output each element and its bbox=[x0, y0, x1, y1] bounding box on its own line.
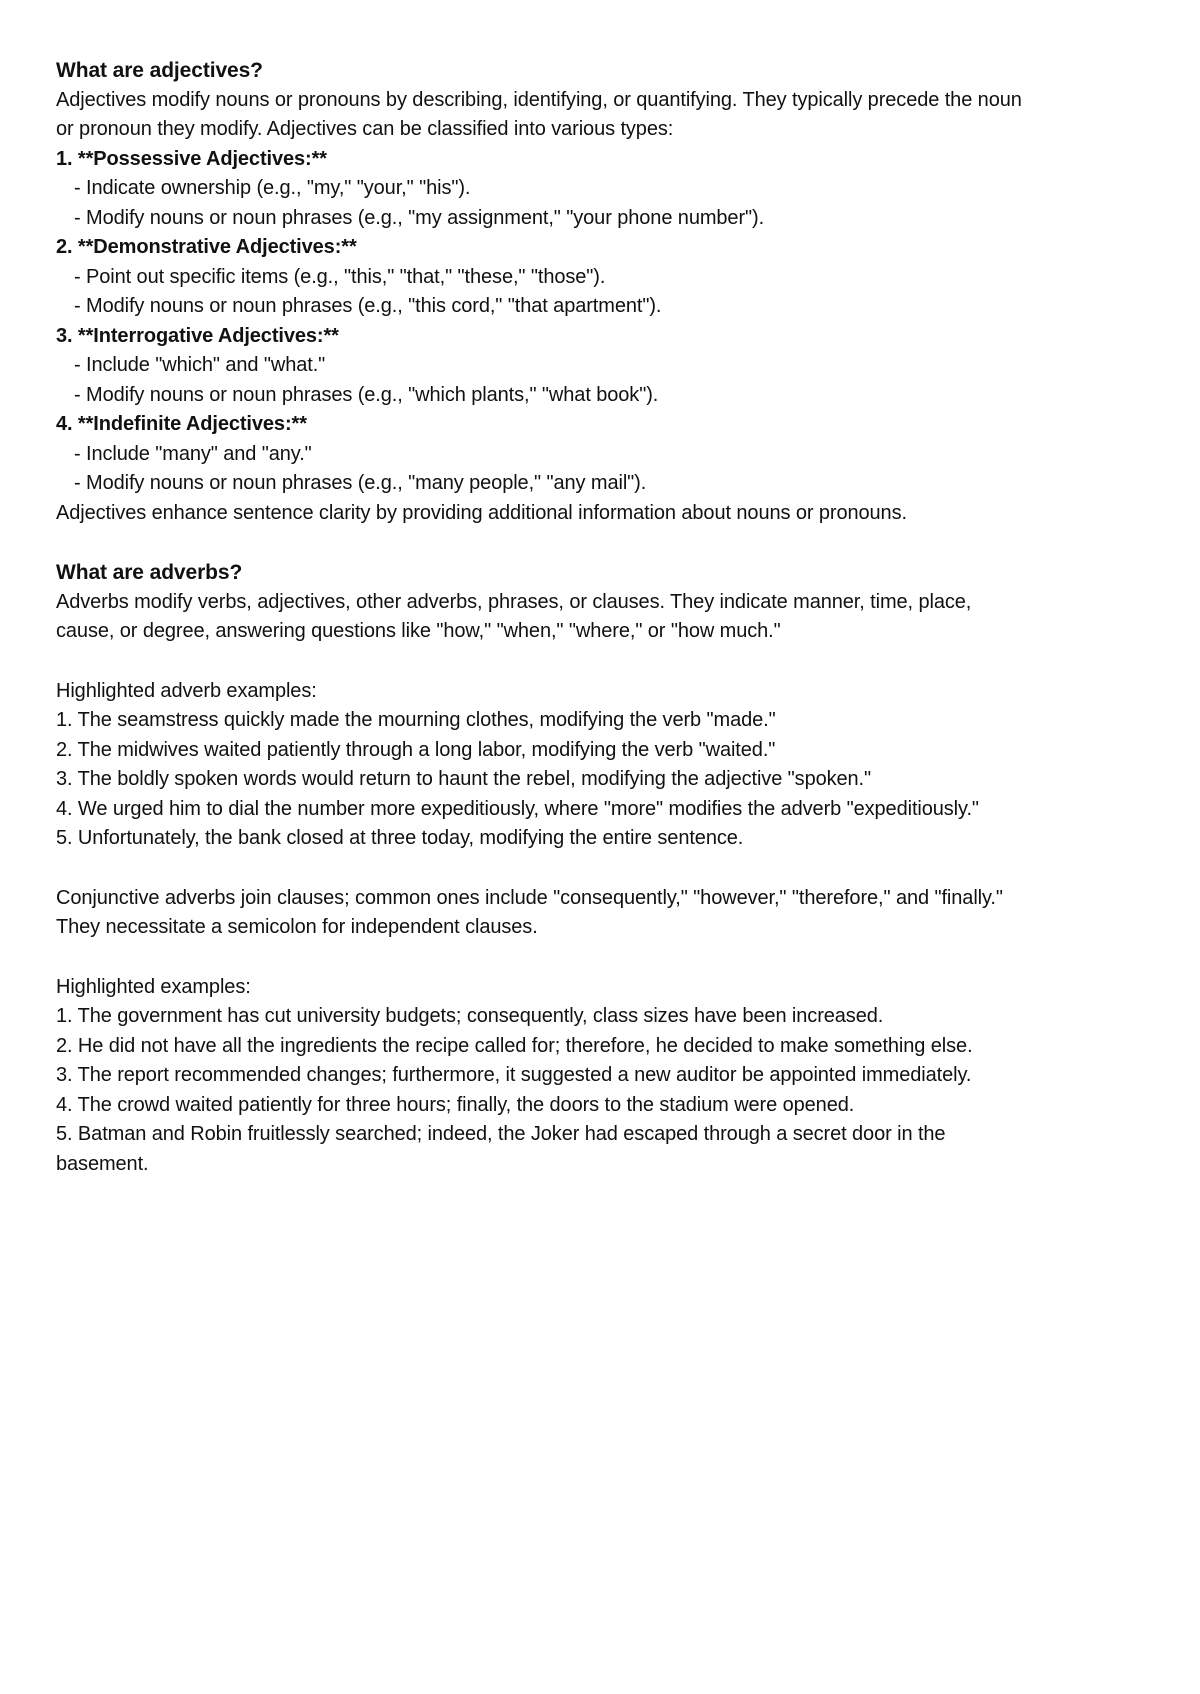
adverb-example: 5. Unfortunately, the bank closed at three today, modifying the entire sentence. bbox=[56, 827, 744, 849]
adjective-type-title: 2. **Demonstrative Adjectives:** bbox=[56, 236, 357, 258]
conjunctive-example: 1. The government has cut university budgets; consequently, class sizes have been increased. bbox=[56, 1005, 884, 1027]
adverb-examples-label: Highlighted adverb examples: bbox=[56, 679, 317, 702]
adverb-example: 1. The seamstress quickly made the mourning clothes, modifying the verb "made." bbox=[56, 709, 776, 731]
adverb-example: 2. The midwives waited patiently through a long labor, modifying the verb "waited." bbox=[56, 738, 776, 761]
paragraph-gap bbox=[56, 854, 1156, 884]
adverb-example: 3. The boldly spoken words would return to haunt the rebel, modifying the adjective "spoken." bbox=[56, 768, 872, 790]
adjectives-intro-line: or pronoun they modify. Adjectives can be classified into various types: bbox=[56, 118, 674, 140]
adjective-type-title: 4. **Indefinite Adjectives:** bbox=[56, 413, 307, 435]
adjective-type-point: - Point out specific items (e.g., "this," "that," "these," "those"). bbox=[74, 265, 606, 288]
adjectives-heading: What are adjectives? bbox=[56, 59, 263, 82]
adverbs-heading: What are adverbs? bbox=[56, 561, 243, 584]
paragraph-gap bbox=[56, 647, 1156, 677]
adverb-example: 4. We urged him to dial the number more expeditiously, where "more" modifies the adverb "expeditiously." bbox=[56, 797, 979, 820]
adjective-type-point: - Include "which" and "what." bbox=[74, 354, 326, 376]
adjective-type-point: - Modify nouns or noun phrases (e.g., "this cord," "that apartment"). bbox=[74, 295, 662, 317]
conjunctive-examples-label: Highlighted examples: bbox=[56, 975, 251, 998]
adjective-type-point: - Modify nouns or noun phrases (e.g., "my assignment," "your phone number"). bbox=[74, 206, 765, 229]
adjective-type-point: - Modify nouns or noun phrases (e.g., "which plants," "what book"). bbox=[74, 383, 659, 406]
paragraph-gap bbox=[56, 943, 1156, 973]
adverbs-intro-line: Adverbs modify verbs, adjectives, other adverbs, phrases, or clauses. They indicate manner, time, place, bbox=[56, 590, 972, 613]
adjective-type-title: 3. **Interrogative Adjectives:** bbox=[56, 324, 339, 347]
conjunctive-adverbs-text: Conjunctive adverbs join clauses; common ones include "consequently," "however," "therefore," and "finally." bbox=[56, 886, 1003, 909]
conjunctive-example: 5. Batman and Robin fruitlessly searched; indeed, the Joker had escaped through a secret door in the bbox=[56, 1123, 946, 1145]
document-page bbox=[56, 56, 1156, 1179]
adverbs-intro-line: cause, or degree, answering questions like "how," "when," "where," or "how much." bbox=[56, 620, 781, 642]
adjectives-intro-line: Adjectives modify nouns or pronouns by describing, identifying, or quantifying. They typically precede the noun bbox=[56, 88, 1022, 111]
conjunctive-example: 2. He did not have all the ingredients the recipe called for; therefore, he decided to make something else. bbox=[56, 1034, 973, 1057]
conjunctive-example: basement. bbox=[56, 1152, 149, 1175]
adjective-type-title: 1. **Possessive Adjectives:** bbox=[56, 147, 327, 170]
adjective-type-point: - Include "many" and "any." bbox=[74, 442, 312, 465]
paragraph-gap bbox=[56, 528, 1156, 558]
adjective-type-point: - Indicate ownership (e.g., "my," "your," "his"). bbox=[74, 177, 471, 199]
conjunctive-adverbs-text: They necessitate a semicolon for independent clauses. bbox=[56, 916, 538, 938]
adjectives-closing: Adjectives enhance sentence clarity by providing additional information about nouns or pronouns. bbox=[56, 501, 907, 524]
adjective-type-point: - Modify nouns or noun phrases (e.g., "many people," "any mail"). bbox=[74, 472, 647, 494]
conjunctive-example: 4. The crowd waited patiently for three hours; finally, the doors to the stadium were opened. bbox=[56, 1093, 855, 1116]
conjunctive-example: 3. The report recommended changes; furthermore, it suggested a new auditor be appointed immediately. bbox=[56, 1064, 972, 1086]
